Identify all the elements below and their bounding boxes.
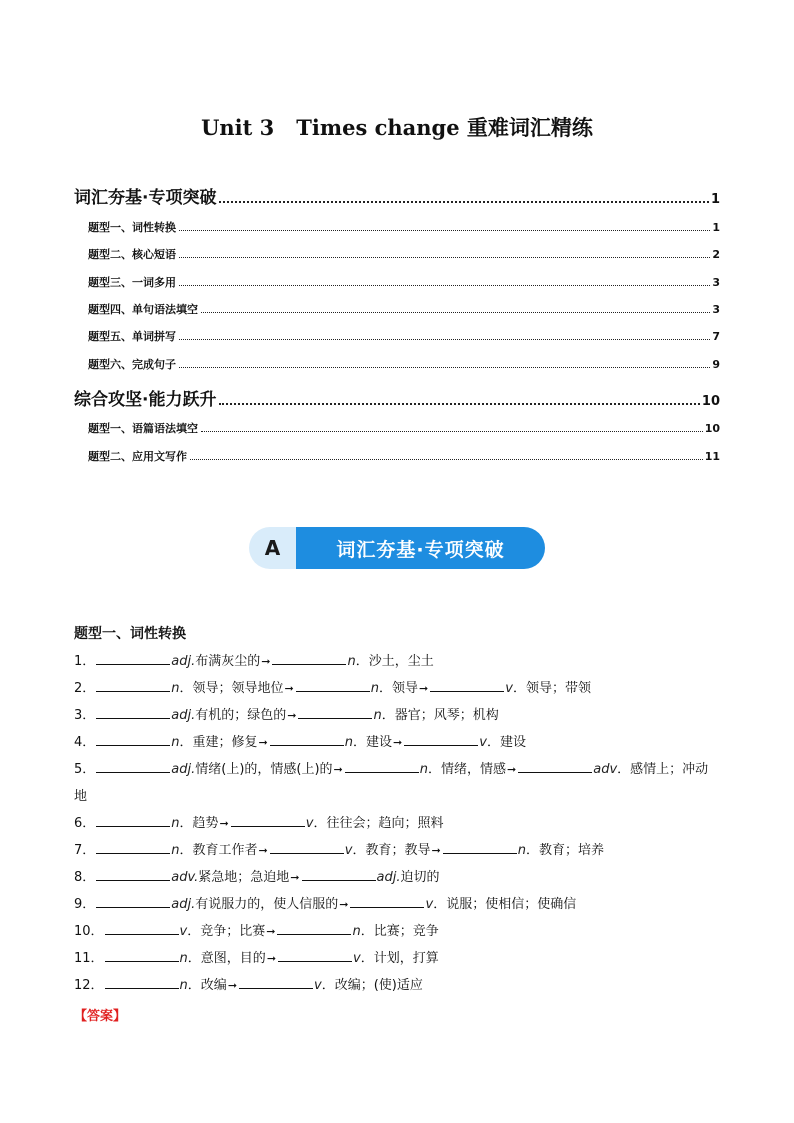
part-of-speech: v [479,735,487,750]
toc-entry-label: 题型一、语篇语法填空 [88,422,198,435]
definition-text: ．情绪，情感 [428,762,507,777]
toc-entry-label: 题型一、词性转换 [88,221,176,234]
exercise-item [74,675,724,702]
toc-entry-label: 题型三、一词多用 [88,276,176,289]
answer-blank[interactable] [96,760,170,773]
arrow-icon: ➞ [333,763,343,776]
toc-leader-dots [201,311,710,313]
exercise-number: 9． [74,897,96,912]
answer-blank[interactable] [272,652,346,665]
toc-entry-page: 11 [704,450,720,463]
unit-label: Unit 3 [201,115,275,140]
toc-entry[interactable] [74,448,720,464]
toc-entry-label: 题型二、应用文写作 [88,450,187,463]
definition-text: ．感情上；冲动 [617,762,709,777]
answer-blank[interactable] [96,652,170,665]
arrow-icon: ➞ [287,709,297,722]
definition-text: ．教育；教导 [352,843,431,858]
answer-blank[interactable] [350,895,424,908]
toc-entry-page: 7 [712,330,720,343]
toc-entry-label: 题型四、单句语法填空 [88,303,198,316]
part-of-speech: v [505,681,513,696]
part-of-speech: v [305,816,314,831]
arrow-icon: ➞ [266,952,277,965]
toc-entry-page: 1 [712,221,720,234]
toc-entry[interactable] [74,385,720,410]
toc-entry-page: 10 [701,394,720,409]
answer-blank[interactable] [96,895,170,908]
part-of-speech: n [171,735,180,750]
definition-text: ．领导；领导地位 [179,681,284,696]
definition-text: ．器官；风琴；机构 [381,708,499,723]
part-of-speech: n [171,681,180,696]
definition-text: ．沙土，尘土 [355,654,434,669]
arrow-icon: ➞ [266,925,276,938]
answer-blank[interactable] [443,841,517,854]
answer-blank[interactable] [239,976,313,989]
part-of-speech: adv. [171,870,199,885]
exercise-item [74,756,724,783]
part-of-speech: v [179,924,188,939]
toc-entry[interactable] [74,420,720,436]
definition-text: 情绪(上)的，情感(上)的 [195,762,333,777]
definition-text: ．竞争；比赛 [187,924,266,939]
part-of-speech: n [517,843,526,858]
exercise-item [74,891,724,918]
answer-blank[interactable] [96,679,170,692]
banner-text: 词汇夯基·专项突破 [296,527,545,569]
answer-blank[interactable] [270,733,344,746]
arrow-icon: ➞ [431,844,441,857]
toc-entry[interactable] [74,274,720,290]
answer-blank[interactable] [518,760,592,773]
banner-letter: A [249,527,296,569]
exercise-number: 11． [74,951,104,966]
definition-text: ．计划，打算 [360,951,439,966]
part-of-speech: v [344,843,353,858]
answer-blank[interactable] [302,868,376,881]
toc-entry[interactable] [74,246,720,262]
toc-leader-dots [179,338,710,340]
toc-entry-page: 1 [710,192,720,207]
toc-entry[interactable] [74,328,720,344]
part-of-speech: adj. [171,762,196,777]
definition-text: 紧急地；急迫地 [198,870,290,885]
arrow-icon: ➞ [339,898,349,911]
definition-text: ．意图，目的 [187,951,266,966]
arrow-icon: ➞ [507,763,517,776]
exercise-number: 2． [74,681,96,696]
part-of-speech: adj. [171,897,196,912]
answer-blank[interactable] [96,733,170,746]
arrow-icon: ➞ [219,817,229,830]
toc-entry-label: 词汇夯基·专项突破 [74,188,217,208]
exercise-number: 3． [74,708,96,723]
exercise-number: 10． [74,924,104,939]
definition-text: 有机的；绿色的 [195,708,287,723]
toc-entry-page: 10 [704,422,720,435]
section-title: 题型一、词性转换 [74,626,186,642]
exercise-item [74,702,724,729]
toc-leader-dots [179,284,710,286]
answer-blank[interactable] [298,706,372,719]
exercise-number: 5． [74,762,96,777]
part-of-speech: n [344,735,354,750]
definition-text: ．建设 [353,735,393,750]
toc-leader-dots [179,256,710,258]
answer-blank[interactable] [105,922,179,935]
part-of-speech: v [353,951,361,966]
toc-entry-label: 综合攻坚·能力跃升 [74,390,217,410]
answer-blank[interactable] [404,733,478,746]
section-banner [249,527,545,569]
definition-text: 布满灰尘的 [195,654,261,669]
definition-text: ．领导；带领 [512,681,591,696]
answer-label: 【答案】 [74,1009,127,1024]
answer-blank[interactable] [270,841,344,854]
answer-blank[interactable] [105,949,179,962]
answer-blank[interactable] [277,922,351,935]
toc-leader-dots [201,430,703,432]
definition-text: ．重建；修复 [179,735,258,750]
arrow-icon: ➞ [258,844,268,857]
part-of-speech: adj. [171,708,196,723]
exercise-item [74,648,724,675]
arrow-icon: ➞ [393,736,403,749]
part-of-speech: n [179,951,188,966]
toc-leader-dots [219,402,699,405]
part-of-speech: n [179,978,188,993]
exercise-item [74,918,724,945]
arrow-icon: ➞ [419,682,429,695]
exercise-item [74,810,724,837]
toc-entry-page: 2 [712,248,720,261]
toc-entry[interactable] [74,219,720,235]
definition-text: ．教育；培养 [525,843,604,858]
definition-text: 迫切的 [400,870,440,885]
toc-entry[interactable] [74,183,720,208]
definition-text: ．往往会；趋向；照料 [313,816,444,831]
arrow-icon: ➞ [284,682,294,695]
definition-text: ．领导 [379,681,419,696]
toc-leader-dots [219,200,708,203]
arrow-icon: ➞ [258,736,268,749]
definition-text: ．改编 [187,978,227,993]
toc-entry-label: 题型二、核心短语 [88,248,176,261]
part-of-speech: adj. [376,870,401,885]
exercise-number: 4． [74,735,96,750]
definition-text: ．比赛；竞争 [360,924,439,939]
answer-blank[interactable] [430,679,504,692]
part-of-speech: adv [593,762,618,777]
toc-entry[interactable] [74,356,720,372]
definition-text: ．趋势 [179,816,219,831]
definition-text: ．改编；(使)适应 [321,978,423,993]
part-of-speech: adj. [171,654,196,669]
part-of-speech: v [314,978,322,993]
arrow-icon: ➞ [261,655,271,668]
part-of-speech: n [352,924,361,939]
answer-blank[interactable] [105,976,179,989]
exercise-item [74,864,724,891]
part-of-speech: n [171,843,180,858]
arrow-icon: ➞ [290,871,300,884]
part-of-speech: n [419,762,429,777]
exercise-item [74,729,724,756]
toc-entry-label: 题型五、单词拼写 [88,330,176,343]
part-of-speech: n [373,708,382,723]
exercise-number: 8． [74,870,96,885]
exercise-item [74,945,724,972]
answer-blank[interactable] [96,814,170,827]
answer-blank[interactable] [278,949,352,962]
exercise-number: 7． [74,843,96,858]
toc-leader-dots [179,366,710,368]
arrow-icon: ➞ [227,979,238,992]
toc-leader-dots [190,458,703,460]
answer-blank[interactable] [231,814,305,827]
toc-entry-page: 3 [712,303,720,316]
exercise-number: 1． [74,654,96,669]
exercise-number: 12． [74,978,104,993]
toc-leader-dots [179,229,710,231]
definition-text: 有说服力的，使人信服的 [195,897,339,912]
definition-text: ．说服；使相信；使确信 [433,897,577,912]
answer-blank[interactable] [345,760,419,773]
exercise-item [74,837,724,864]
page-title [0,112,794,142]
toc-entry-page: 9 [712,358,720,371]
exercise-list [74,648,724,999]
definition-text: ．建设 [486,735,526,750]
answer-blank[interactable] [96,706,170,719]
part-of-speech: v [425,897,434,912]
toc-entry-label: 题型六、完成句子 [88,358,176,371]
answer-blank[interactable] [296,679,370,692]
part-of-speech: n [370,681,380,696]
exercise-continuation: 地 [74,789,88,804]
answer-blank[interactable] [96,868,170,881]
definition-text: ．教育工作者 [179,843,258,858]
unit-topic: Times change 重难词汇精练 [296,115,593,140]
exercise-item [74,972,724,999]
toc-entry-page: 3 [712,276,720,289]
part-of-speech: n [347,654,356,669]
part-of-speech: n [171,816,180,831]
exercise-number: 6． [74,816,96,831]
toc-entry[interactable] [74,301,720,317]
answer-blank[interactable] [96,841,170,854]
